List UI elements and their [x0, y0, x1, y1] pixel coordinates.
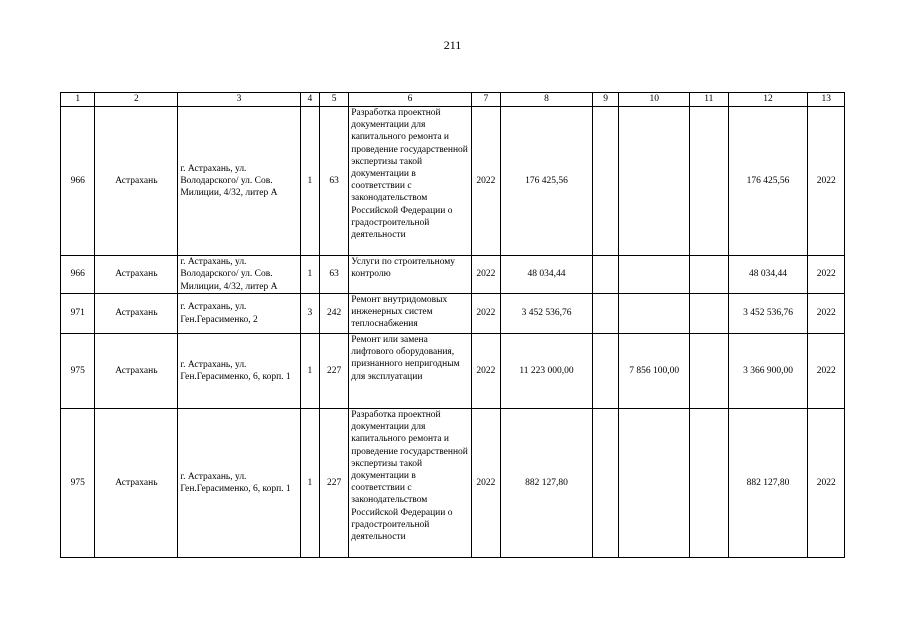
column-header: 2: [95, 93, 178, 107]
work-type-cell: Ремонт или замена лифтового оборудования, признанного непригодным для эксплуатации: [349, 334, 471, 409]
year-cell: 2022: [471, 334, 500, 409]
table-row: [61, 334, 845, 409]
address-cell: г. Астрахань, ул. Володарского/ ул. Сов. Милиции, 4/32, литер А: [178, 107, 300, 256]
col5-cell: 227: [319, 334, 348, 409]
municipality-cell: Астрахань: [95, 334, 178, 409]
column-header: 12: [728, 93, 808, 107]
col9-cell: [593, 334, 619, 409]
col11-cell: [690, 334, 728, 409]
col12-cell: 48 034,44: [728, 256, 808, 294]
col10-cell: [619, 256, 690, 294]
col11-cell: [690, 256, 728, 294]
col4-cell: 1: [300, 334, 319, 409]
col9-cell: [593, 294, 619, 334]
column-header: 1: [61, 93, 95, 107]
year-cell: 2022: [471, 294, 500, 334]
col4-cell: 1: [300, 107, 319, 256]
object-number-cell: 966: [61, 256, 95, 294]
col5-cell: 242: [319, 294, 348, 334]
table-row: [61, 107, 845, 256]
work-type-cell: Ремонт внутридомовых инженерных систем теплоснабжения: [349, 294, 471, 334]
column-header: 3: [178, 93, 300, 107]
col11-cell: [690, 409, 728, 558]
col9-cell: [593, 107, 619, 256]
header-row: [61, 93, 845, 107]
col10-cell: [619, 294, 690, 334]
object-number-cell: 971: [61, 294, 95, 334]
completion-year-cell: 2022: [808, 256, 845, 294]
municipality-cell: Астрахань: [95, 294, 178, 334]
work-type-cell: Услуги по строительному контролю: [349, 256, 471, 294]
table-row: [61, 256, 845, 294]
col10-cell: 7 856 100,00: [619, 334, 690, 409]
address-cell: г. Астрахань, ул. Володарского/ ул. Сов. Милиции, 4/32, литер А: [178, 256, 300, 294]
col9-cell: [593, 256, 619, 294]
year-cell: 2022: [471, 256, 500, 294]
work-type-cell: Разработка проектной документации для капитального ремонта и проведение государственной экспертизы такой документации в соответствии с законодательством Российской Федерации о градостроительной деятельности: [349, 107, 471, 256]
total-cost-cell: 882 127,80: [500, 409, 592, 558]
column-header: 10: [619, 93, 690, 107]
municipality-cell: Астрахань: [95, 256, 178, 294]
completion-year-cell: 2022: [808, 409, 845, 558]
total-cost-cell: 11 223 000,00: [500, 334, 592, 409]
year-cell: 2022: [471, 409, 500, 558]
col5-cell: 63: [319, 107, 348, 256]
registry-table: [60, 92, 845, 558]
column-header: 5: [319, 93, 348, 107]
column-header: 4: [300, 93, 319, 107]
col5-cell: 227: [319, 409, 348, 558]
address-cell: г. Астрахань, ул. Ген.Герасименко, 6, корп. 1: [178, 334, 300, 409]
total-cost-cell: 48 034,44: [500, 256, 592, 294]
col12-cell: 882 127,80: [728, 409, 808, 558]
total-cost-cell: 3 452 536,76: [500, 294, 592, 334]
total-cost-cell: 176 425,56: [500, 107, 592, 256]
address-cell: г. Астрахань, ул. Ген.Герасименко, 6, корп. 1: [178, 409, 300, 558]
year-cell: 2022: [471, 107, 500, 256]
col4-cell: 1: [300, 256, 319, 294]
completion-year-cell: 2022: [808, 294, 845, 334]
col11-cell: [690, 294, 728, 334]
address-cell: г. Астрахань, ул. Ген.Герасименко, 2: [178, 294, 300, 334]
column-header: 13: [808, 93, 845, 107]
object-number-cell: 975: [61, 334, 95, 409]
work-type-cell: Разработка проектной документации для капитального ремонта и проведение государственной экспертизы такой документации в соответствии с законодательством Российской Федерации о градостроительной деятельности: [349, 409, 471, 558]
column-header: 7: [471, 93, 500, 107]
table-row: [61, 409, 845, 558]
table-row: [61, 294, 845, 334]
col10-cell: [619, 107, 690, 256]
column-header: 8: [500, 93, 592, 107]
object-number-cell: 966: [61, 107, 95, 256]
column-header: 9: [593, 93, 619, 107]
completion-year-cell: 2022: [808, 334, 845, 409]
col5-cell: 63: [319, 256, 348, 294]
col4-cell: 3: [300, 294, 319, 334]
col4-cell: 1: [300, 409, 319, 558]
col10-cell: [619, 409, 690, 558]
column-header: 6: [349, 93, 471, 107]
municipality-cell: Астрахань: [95, 409, 178, 558]
col9-cell: [593, 409, 619, 558]
municipality-cell: Астрахань: [95, 107, 178, 256]
col11-cell: [690, 107, 728, 256]
object-number-cell: 975: [61, 409, 95, 558]
completion-year-cell: 2022: [808, 107, 845, 256]
col12-cell: 176 425,56: [728, 107, 808, 256]
col12-cell: 3 452 536,76: [728, 294, 808, 334]
column-header: 11: [690, 93, 728, 107]
page-number: 211: [443, 38, 462, 52]
col12-cell: 3 366 900,00: [728, 334, 808, 409]
